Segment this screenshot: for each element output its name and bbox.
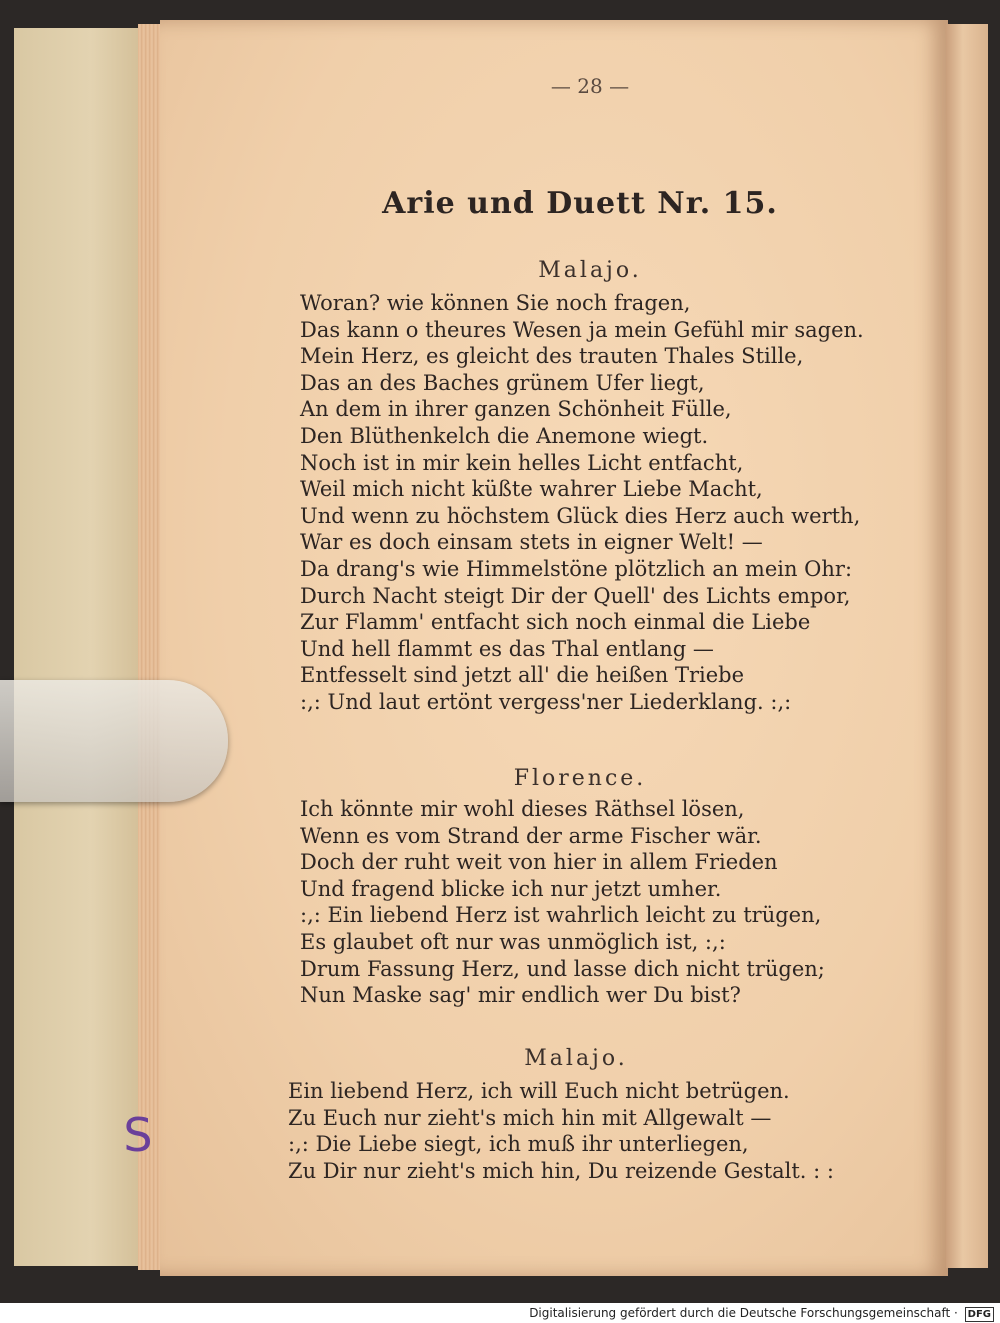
verse-line: Ein liebend Herz, ich will Euch nicht betrügen. xyxy=(288,1079,790,1103)
verse-block-3 xyxy=(288,1078,888,1184)
verse-line: Und fragend blicke ich nur jetzt umher. xyxy=(300,876,722,901)
right-page-edge xyxy=(946,24,988,1268)
verse-line: War es doch einsam stets in eigner Welt! — xyxy=(300,530,763,555)
verse-line: Zu Dir nur zieht's mich hin, Du reizende Gestalt. : : xyxy=(288,1158,834,1183)
verse-line: Da drang's wie Himmelstöne plötzlich an mein Ohr: xyxy=(300,556,853,581)
verse-line: Zu Euch nur zieht's mich hin mit Allgewalt — xyxy=(288,1105,772,1130)
dfg-logo: DFG xyxy=(965,1307,994,1322)
verse-line: An dem in ihrer ganzen Schönheit Fülle, xyxy=(300,397,732,422)
verse-line: Doch der ruht weit von hier in allem Frieden xyxy=(300,850,778,875)
verse-line: Das an des Baches grünem Ufer liegt, xyxy=(300,370,705,395)
verse-line: Weil mich nicht küßte wahrer Liebe Macht, xyxy=(300,477,763,502)
verse-line: :,: Und laut ertönt vergess'ner Liederklang. :,: xyxy=(300,689,792,714)
verse-line: Noch ist in mir kein helles Licht entfacht, xyxy=(300,450,744,475)
footer-text: Digitalisierung gefördert durch die Deutsche Forschungsgemeinschaft · xyxy=(529,1306,958,1320)
verse-line: Nun Maske sag' mir endlich wer Du bist? xyxy=(300,983,741,1008)
verse-line: Zur Flamm' entfacht sich noch einmal die Liebe xyxy=(300,610,811,635)
page-number: — 28 — xyxy=(550,74,630,98)
verse-line: Den Blüthenkelch die Anemone wiegt. xyxy=(300,423,709,448)
verse-block-1 xyxy=(300,290,900,716)
verse-block-2 xyxy=(300,796,900,1009)
verse-line: Mein Herz, es gleicht des trauten Thales Stille, xyxy=(300,344,804,369)
verse-line: Drum Fassung Herz, und lasse dich nicht trügen; xyxy=(300,956,825,981)
funding-footer xyxy=(0,1303,1000,1323)
verse-line: Und wenn zu höchstem Glück dies Herz auch werth, xyxy=(300,503,861,528)
page-title: Arie und Duett Nr. 15. xyxy=(382,186,778,221)
verse-line: Entfesselt sind jetzt all' die heißen Triebe xyxy=(300,663,745,688)
verse-line: Ich könnte mir wohl dieses Räthsel lösen, xyxy=(300,797,745,821)
verse-line: Durch Nacht steigt Dir der Quell' des Lichts empor, xyxy=(300,583,851,608)
verse-line: :,: Die Liebe siegt, ich muß ihr unterliegen, xyxy=(288,1132,749,1157)
speaker-malajo-2: Malajo. xyxy=(524,1046,628,1071)
verse-line: Und hell flammt es das Thal entlang — xyxy=(300,636,714,661)
speaker-malajo-1: Malajo. xyxy=(538,258,642,283)
verse-line: Das kann o theures Wesen ja mein Gefühl mir sagen. xyxy=(300,317,864,342)
plastic-bookmark-tab xyxy=(0,680,228,802)
left-page-edge xyxy=(14,28,142,1266)
verse-line: Es glaubet oft nur was unmöglich ist, :,: xyxy=(300,929,726,954)
verse-line: :,: Ein liebend Herz ist wahrlich leicht zu trügen, xyxy=(300,903,822,928)
verse-line: Wenn es vom Strand der arme Fischer wär. xyxy=(300,823,762,848)
speaker-florence: Florence. xyxy=(513,766,647,791)
verse-line: Woran? wie können Sie noch fragen, xyxy=(300,291,691,315)
library-stamp-letter: S xyxy=(123,1108,153,1162)
